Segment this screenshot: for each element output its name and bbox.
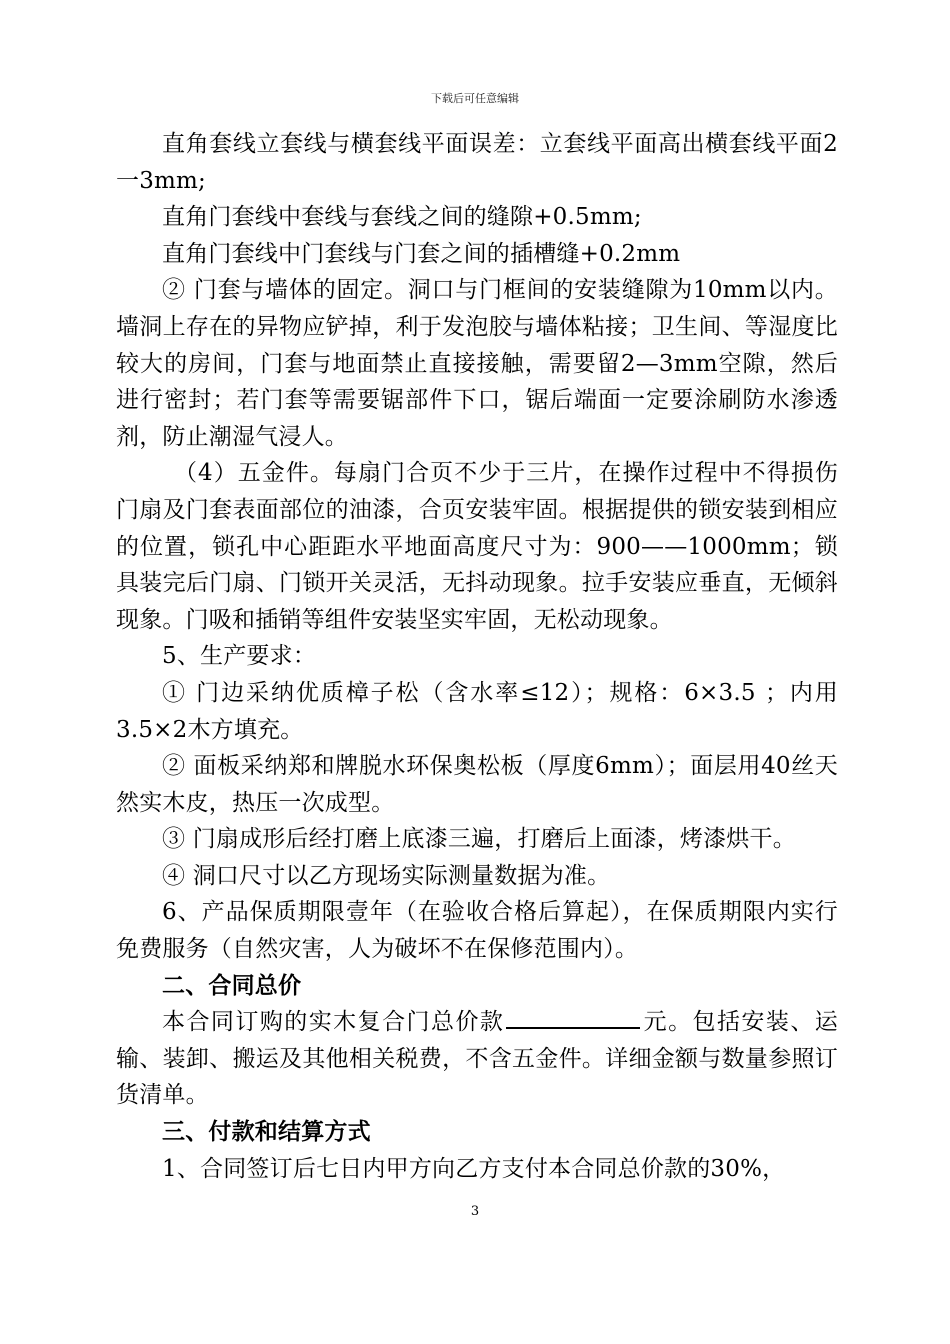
section-heading-payment: 三、付款和结算方式: [162, 1119, 371, 1146]
page-number: 3: [470, 1204, 480, 1219]
paragraph-contract-price: [116, 1004, 838, 1114]
paragraph: 直角门套线中套线与套线之间的缝隙+0.5mm;: [162, 204, 642, 231]
paragraph: ② 面板采纳郑和牌脱水环保奥松板（厚度6mm）；面层用40丝天然实木皮，热压一次成型。: [116, 753, 838, 816]
price-text-after: 元。包括安装、运输、装卸、搬运及其他相关税费，不含五金件。详细金额与数量参照订货清单。: [116, 1009, 838, 1109]
paragraph: 5、生产要求：: [162, 643, 317, 670]
paragraph: ③ 门扇成形后经打磨上底漆三遍，打磨后上面漆，烤漆烘干。: [162, 826, 796, 853]
paragraph: （4）五金件。每扇门合页不少于三片，在操作过程中不得损伤门扇及门套表面部位的油漆，合页安装牢固。根据提供的锁安装到相应的位置，锁孔中心距距水平地面高度尺寸为：900——1000mm；锁具装完后门扇、门锁开关灵活，无抖动现象。拉手安装应垂直，无倾斜现象。门吸和插销等组件安装坚实牢固，无松动现象。: [116, 460, 838, 633]
paragraph: ④ 洞口尺寸以乙方现场实际测量数据为准。: [162, 862, 611, 889]
page-header: 下载后可任意编辑: [431, 92, 519, 105]
section-heading-contract-price: 二、合同总价: [162, 972, 302, 999]
document-body: [116, 126, 838, 1187]
paragraph: 直角套线立套线与横套线平面误差：立套线平面高出横套线平面2 一3mm;: [116, 131, 838, 194]
paragraph: ② 门套与墙体的固定。洞口与门框间的安装缝隙为10mm以内。墙洞上存在的异物应铲掉，利于发泡胶与墙体粘接；卫生间、等湿度比较大的房间，门套与地面禁止直接接触，需要留2—3mm空隙，然后进行密封；若门套等需要锯部件下口，锯后端面一定要涂刷防水渗透剂，防止潮湿气浸人。: [116, 277, 838, 450]
paragraph: 1、合同签订后七日内甲方向乙方支付本合同总价款的30%，: [162, 1155, 786, 1182]
paragraph: 直角门套线中门套线与门套之间的插槽缝+0.2mm: [162, 240, 681, 267]
paragraph: 6、产品保质期限壹年（在验收合格后算起），在保质期限内实行免费服务（自然灾害，人为破坏不在保修范围内）。: [116, 899, 838, 963]
price-text-before: 本合同订购的实木复合门总价款: [162, 1009, 505, 1036]
price-blank-line: [506, 1005, 640, 1029]
paragraph: ① 门边采纳优质樟子松（含水率≤12）；规格：6×3.5 ；内用3.5×2木方填充。: [116, 679, 838, 743]
